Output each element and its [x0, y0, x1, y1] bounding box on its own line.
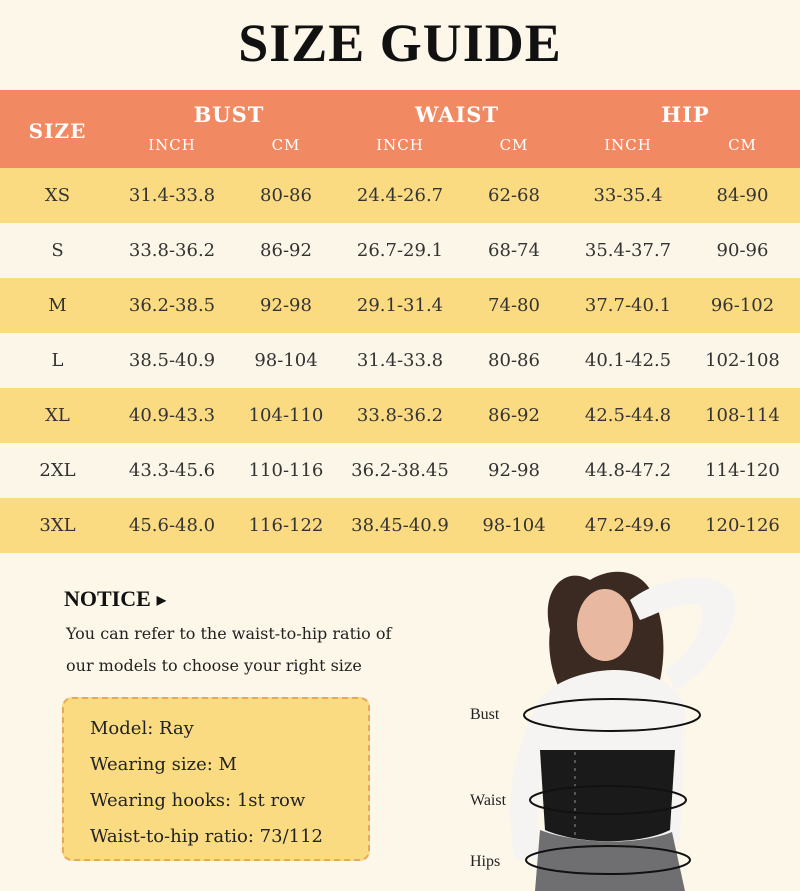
measurement-cell: 33.8-36.2 [356, 405, 444, 426]
measurement-cell: 110-116 [248, 460, 324, 481]
notice-heading [64, 586, 166, 612]
measurement-cell: 24.4-26.7 [356, 185, 444, 206]
measurement-cell: 26.7-29.1 [356, 240, 444, 261]
model-photo [440, 560, 800, 891]
notice-text: You can refer to the waist-to-hip ratio of our models to choose your right size [66, 624, 392, 675]
measurement-cell: 92-98 [488, 460, 540, 481]
measurement-cell: 104-110 [248, 405, 324, 426]
model-wearing-size: Wearing size: M [90, 754, 237, 775]
measurement-cell: 44.8-47.2 [584, 460, 672, 481]
measurement-cell: 29.1-31.4 [356, 295, 444, 316]
page-title: SIZE GUIDE [238, 13, 562, 73]
measurement-cell: 38.5-40.9 [128, 350, 216, 371]
measurement-cell: 38.45-40.9 [351, 515, 449, 536]
model-ratio: Waist-to-hip ratio: 73/112 [90, 826, 323, 847]
measurement-cell: 116-122 [248, 515, 324, 536]
bust-group-header: BUST [193, 102, 265, 127]
table-header [0, 90, 800, 168]
measurement-cell: 80-86 [260, 185, 312, 206]
measurement-cell: 62-68 [488, 185, 540, 206]
model-illustration [440, 560, 800, 891]
measurement-cell: 84-90 [716, 185, 769, 206]
triangle-right-icon: ▶ [156, 593, 167, 608]
measurement-cell: 36.2-38.45 [351, 460, 449, 481]
measurement-cell: 90-96 [716, 240, 769, 261]
size-cell: S [51, 240, 64, 261]
measurement-cell: 33.8-36.2 [128, 240, 216, 261]
table-row [0, 278, 800, 333]
measurement-cell: 40.1-42.5 [584, 350, 672, 371]
size-cell: M [48, 295, 67, 316]
measurement-cell: 35.4-37.7 [584, 240, 672, 261]
table-row [0, 333, 800, 388]
measurement-cell: 98-104 [482, 515, 546, 536]
measurement-cell: 42.5-44.8 [584, 405, 672, 426]
model-name: Model: Ray [90, 718, 194, 739]
size-cell: XL [45, 405, 70, 426]
measurement-cell: 86-92 [488, 405, 540, 426]
measurement-cell: 108-114 [705, 405, 780, 426]
waist-group-header: WAIST [414, 102, 500, 127]
model-wearing-hooks: Wearing hooks: 1st row [90, 790, 306, 811]
measurement-cell: 40.9-43.3 [128, 405, 216, 426]
model-info-box [62, 697, 370, 861]
notice-label: NOTICE [64, 586, 151, 611]
measurement-cell: 31.4-33.8 [356, 350, 444, 371]
measurement-cell: 37.7-40.1 [584, 295, 672, 316]
measurement-cell: 86-92 [260, 240, 312, 261]
measurement-cell: 114-120 [705, 460, 780, 481]
table-row [0, 443, 800, 498]
unit-header: CM [728, 136, 757, 154]
unit-header: CM [499, 136, 529, 154]
measurement-cell: 31.4-33.8 [128, 185, 216, 206]
hip-group-header: HIP [661, 102, 710, 127]
size-cell: 3XL [39, 515, 76, 536]
measurement-cell: 33-35.4 [593, 185, 663, 206]
measurement-cell: 36.2-38.5 [128, 295, 216, 316]
unit-header: INCH [376, 136, 424, 154]
size-column-header: SIZE [28, 119, 87, 143]
measurement-cell: 43.3-45.6 [128, 460, 216, 481]
measurement-cell: 45.6-48.0 [128, 515, 216, 536]
measurement-cell: 80-86 [488, 350, 540, 371]
table-row [0, 168, 800, 223]
table-row [0, 498, 800, 553]
size-cell: 2XL [39, 460, 76, 481]
measurement-cell: 68-74 [488, 240, 540, 261]
measurement-cell: 102-108 [705, 350, 780, 371]
table-row [0, 223, 800, 278]
unit-header: CM [271, 136, 301, 154]
unit-header: INCH [604, 136, 652, 154]
waist-label: Waist [470, 792, 507, 809]
measurement-cell: 74-80 [488, 295, 540, 316]
measurement-cell: 92-98 [260, 295, 312, 316]
hips-label: Hips [470, 853, 501, 870]
measurement-cell: 96-102 [710, 295, 775, 316]
measurement-cell: 120-126 [705, 515, 780, 536]
size-table [0, 90, 800, 553]
size-cell: L [51, 350, 64, 371]
bust-label: Bust [470, 706, 500, 723]
table-body [0, 168, 800, 553]
table-row [0, 388, 800, 443]
size-cell: XS [44, 185, 71, 206]
measurement-cell: 47.2-49.6 [584, 515, 672, 536]
measurement-cell: 98-104 [254, 350, 318, 371]
unit-header: INCH [148, 136, 196, 154]
